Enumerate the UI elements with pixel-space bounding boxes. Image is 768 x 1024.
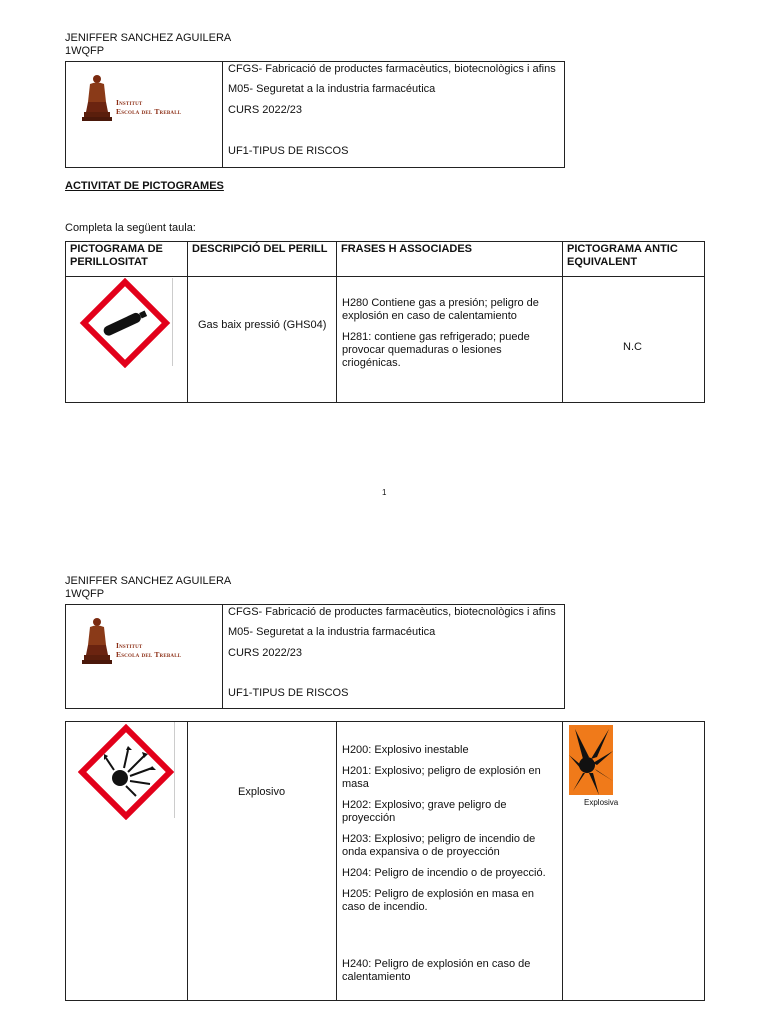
student-name-p2: JENIFFER SANCHEZ AGUILERA — [65, 575, 232, 587]
instruction-text: Completa la següent taula: — [65, 222, 196, 234]
gas-cylinder-icon — [78, 278, 172, 368]
school-year-p2: CURS 2022/23 — [228, 647, 302, 659]
unit-name: UF1-TIPUS DE RISCOS — [228, 145, 349, 157]
pictogram-table — [65, 241, 705, 403]
logo-text-p2 — [116, 641, 181, 659]
module-name-p2: M05- Seguretat a la industria farmacéutica — [228, 626, 436, 638]
h-phrase: H205: Peligro de explosión en masa en caso de incendio. — [342, 888, 535, 913]
old-equivalent: N.C — [623, 341, 642, 353]
module-name: M05- Seguretat a la industria farmacéutica — [228, 83, 436, 95]
logo-text — [116, 98, 181, 116]
header-description: DESCRIPCIÓ DEL PERILL — [192, 243, 328, 255]
logo-line2: Escola del Treball — [116, 650, 182, 659]
hazard-description: Gas baix pressió (GHS04) — [198, 319, 327, 331]
header-old-equivalent: PICTOGRAMA ANTIC EQUIVALENT — [567, 243, 678, 268]
h-phrase: H280 Contiene gas a presión; peligro de explosión en caso de calentamiento — [342, 297, 539, 322]
header-box — [65, 61, 565, 168]
h-phrase: H204: Peligro de incendio o de proyecció. — [342, 867, 546, 879]
h-phrases — [342, 297, 552, 378]
h-phrase: H240: Peligro de explosión en caso de calentamiento — [342, 958, 531, 983]
unit-name-p2: UF1-TIPUS DE RISCOS — [228, 687, 349, 699]
school-year: CURS 2022/23 — [228, 104, 302, 116]
header-pictogram: PICTOGRAMA DE PERILLOSITAT — [70, 243, 163, 268]
h-phrase: H202: Explosivo; grave peligro de proyección — [342, 799, 507, 824]
h-phrase: H201: Explosivo; peligro de explosión en masa — [342, 765, 541, 790]
header-box-p2 — [65, 604, 565, 709]
group-code-p2: 1WQFP — [65, 588, 105, 600]
old-caption: Explosiva — [584, 798, 619, 807]
activity-title: ACTIVITAT DE PICTOGRAMES — [65, 180, 224, 192]
header-phrases: FRASES H ASSOCIADES — [341, 243, 473, 255]
h-phrases-p2 — [342, 744, 552, 992]
page-number: 1 — [382, 488, 387, 497]
h-phrase: H281: contiene gas refrigerado; puede provocar quemaduras o lesiones criogénicas. — [342, 331, 530, 369]
h-phrase: H200: Explosivo inestable — [342, 744, 469, 756]
hazard-description-p2: Explosivo — [238, 786, 286, 798]
old-explosive-icon — [569, 725, 613, 795]
student-name: JENIFFER SANCHEZ AGUILERA — [65, 32, 232, 44]
h-phrase: H203: Explosivo; peligro de incendio de onda expansiva o de proyección — [342, 833, 536, 858]
logo-line1: Institut — [116, 98, 143, 107]
group-code: 1WQFP — [65, 45, 105, 57]
exploding-bomb-icon — [78, 724, 174, 820]
course-name-p2: CFGS- Fabricació de productes farmacèutics, biotecnològics i afins — [228, 606, 556, 618]
course-name: CFGS- Fabricació de productes farmacèutics, biotecnològics i afins — [228, 63, 556, 75]
pictogram-table-p2 — [65, 721, 705, 1001]
logo-line2: Escola del Treball — [116, 107, 182, 116]
logo-line1: Institut — [116, 641, 143, 650]
logo-cell-p2 — [66, 605, 223, 708]
logo-cell — [66, 62, 223, 167]
